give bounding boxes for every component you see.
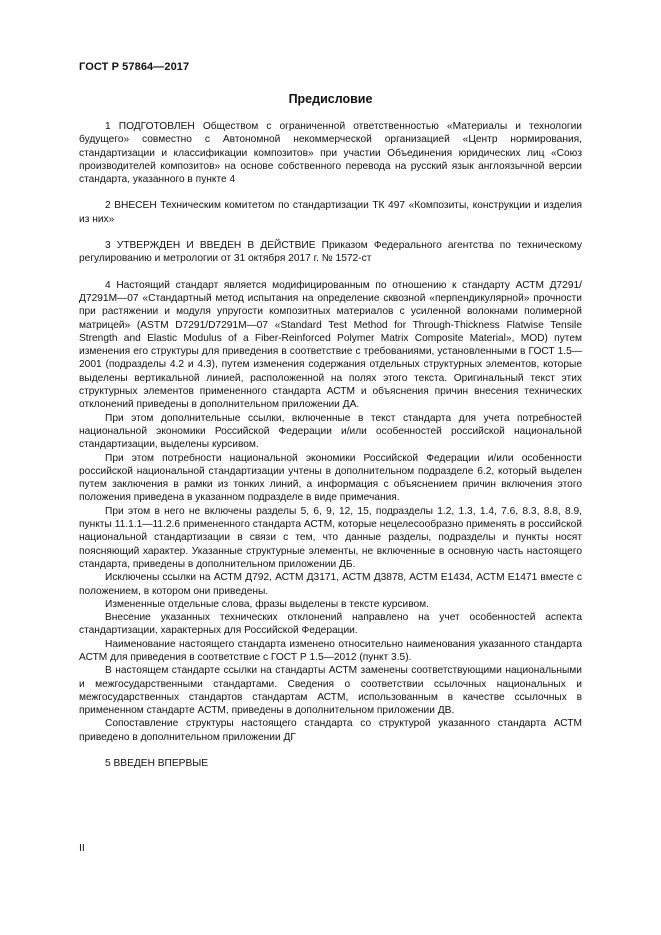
- paragraph-5-first-introduced: 5 ВВЕДЕН ВПЕРВЫЕ: [105, 758, 209, 770]
- page-number: II: [79, 842, 85, 854]
- paragraph-4-modification: 4 Настоящий стандарт является модифицированным по отношению к стандарту АСТМ Д7291/Д7291М—07 «Стандартный метод испытания на определение сквозной «перпендикулярной» прочности при растяжении и модуля упругости композитных материалов с усиленной волокнами полимерной матрицей» (ASTM D7291/D7291M—07 «Standard Test Method for Through-Thickness Flatwise Tensile Strength and Elastic Modulus of a Fiber-Reinforced Polymer Matrix Composite Material», MOD) путем изменения его структуры для приведения в соответствие с требованиями, установленными в ГОСТ 1.5—2001 (подразделы 4.2 и 4.3), путем изменения содержания отдельных структурных элементов, которые выделены вертикальной линией, расположенной на полях этого текста. Оригинальный текст этих структурных элементов примененного стандарта АСТМ и объяснения причин внесения технических отклонений приведены в дополнительном приложении ДА.: [79, 279, 582, 411]
- paragraph-structure-comparison: Сопоставление структуры настоящего стандарта со структурой указанного стандарта АСТМ приведено в дополнительном приложении ДГ: [79, 718, 582, 743]
- paragraph-1-prepared: 1 ПОДГОТОВЛЕН Обществом с ограниченной ответственностью «Материалы и технологии будущего» совместно с Автономной некоммерческой организацией «Центр нормирования, стандартизации и классификации композитов» при участии Объединения юридических лиц «Союз производителей композитов» на основе собственного перевода на русский язык англоязычной версии стандарта, указанного в пункте 4: [79, 121, 582, 186]
- paragraph-additional-refs: При этом дополнительные ссылки, включенные в текст стандарта для учета потребностей национальной экономики Российской Федерации и/или особенностей российской национальной стандартизации, выделены курсивом.: [79, 412, 582, 451]
- paragraph-deviation-purpose: Внесение указанных технических отклонений направлено на учет особенностей аспекта стандартизации, характерных для Российской Федерации.: [79, 612, 582, 637]
- paragraph-italic-changes: Измененные отдельные слова, фразы выделены в тексте курсивом.: [105, 598, 429, 610]
- paragraph-excluded-refs: Исключены ссылки на АСТМ Д792, АСТМ Д3171, АСТМ Д3878, АСТМ Е1434, АСТМ Е1471 вместе с положением, в котором они приведены.: [79, 572, 582, 597]
- paragraph-national-needs: При этом потребности национальной экономики Российской Федерации и/или особенности российской национальной стандартизации учтены в дополнительном подразделе 6.2, который выделен путем заключения в рамки из тонких линий, а информация с объяснением причин включения этого положения приведена в указанном подразделе в виде примечания.: [79, 452, 582, 504]
- paragraph-name-change: Наименование настоящего стандарта изменено относительно наименования указанного стандарта АСТМ для приведения в соответствие с ГОСТ Р 1.5—2012 (пункт 3.5).: [79, 638, 582, 663]
- paragraph-3-approved: 3 УТВЕРЖДЕН И ВВЕДЕН В ДЕЙСТВИЕ Приказом Федерального агентства по техническому регулированию и метрологии от 31 октября 2017 г. № 1572-ст: [79, 240, 582, 265]
- document-id: ГОСТ Р 57864—2017: [79, 61, 190, 73]
- foreword-body: [79, 120, 582, 770]
- paragraph-reference-replacement: В настоящем стандарте ссылки на стандарты АСТМ заменены соответствующими национальными и межгосударственными стандартами. Сведения о соответствии ссылочных национальных и межгосударственных стандартов стандартам АСТМ, использованным в качестве ссылочных в примененном стандарте АСТМ, приведены в дополнительном приложении ДВ.: [79, 665, 582, 717]
- page-title: Предисловие: [288, 92, 373, 106]
- paragraph-excluded-sections: При этом в него не включены разделы 5, 6, 9, 12, 15, подразделы 1.2, 1.3, 1.4, 7.6, 8.3, 8.8, 8.9, пункты 11.1.1—11.2.6 примененного стандарта АСТМ, которые нецелесообразно применять в российской национальной стандартизации в связи с тем, что данные разделы, подразделы и пункты носят поясняющий характер. Указанные структурные элементы, не включенные в основную часть настоящего стандарта, приведены в дополнительном приложении ДБ.: [79, 505, 582, 570]
- paragraph-2-introduced: 2 ВНЕСЕН Техническим комитетом по стандартизации ТК 497 «Композиты, конструкции и изделия из них»: [79, 200, 582, 225]
